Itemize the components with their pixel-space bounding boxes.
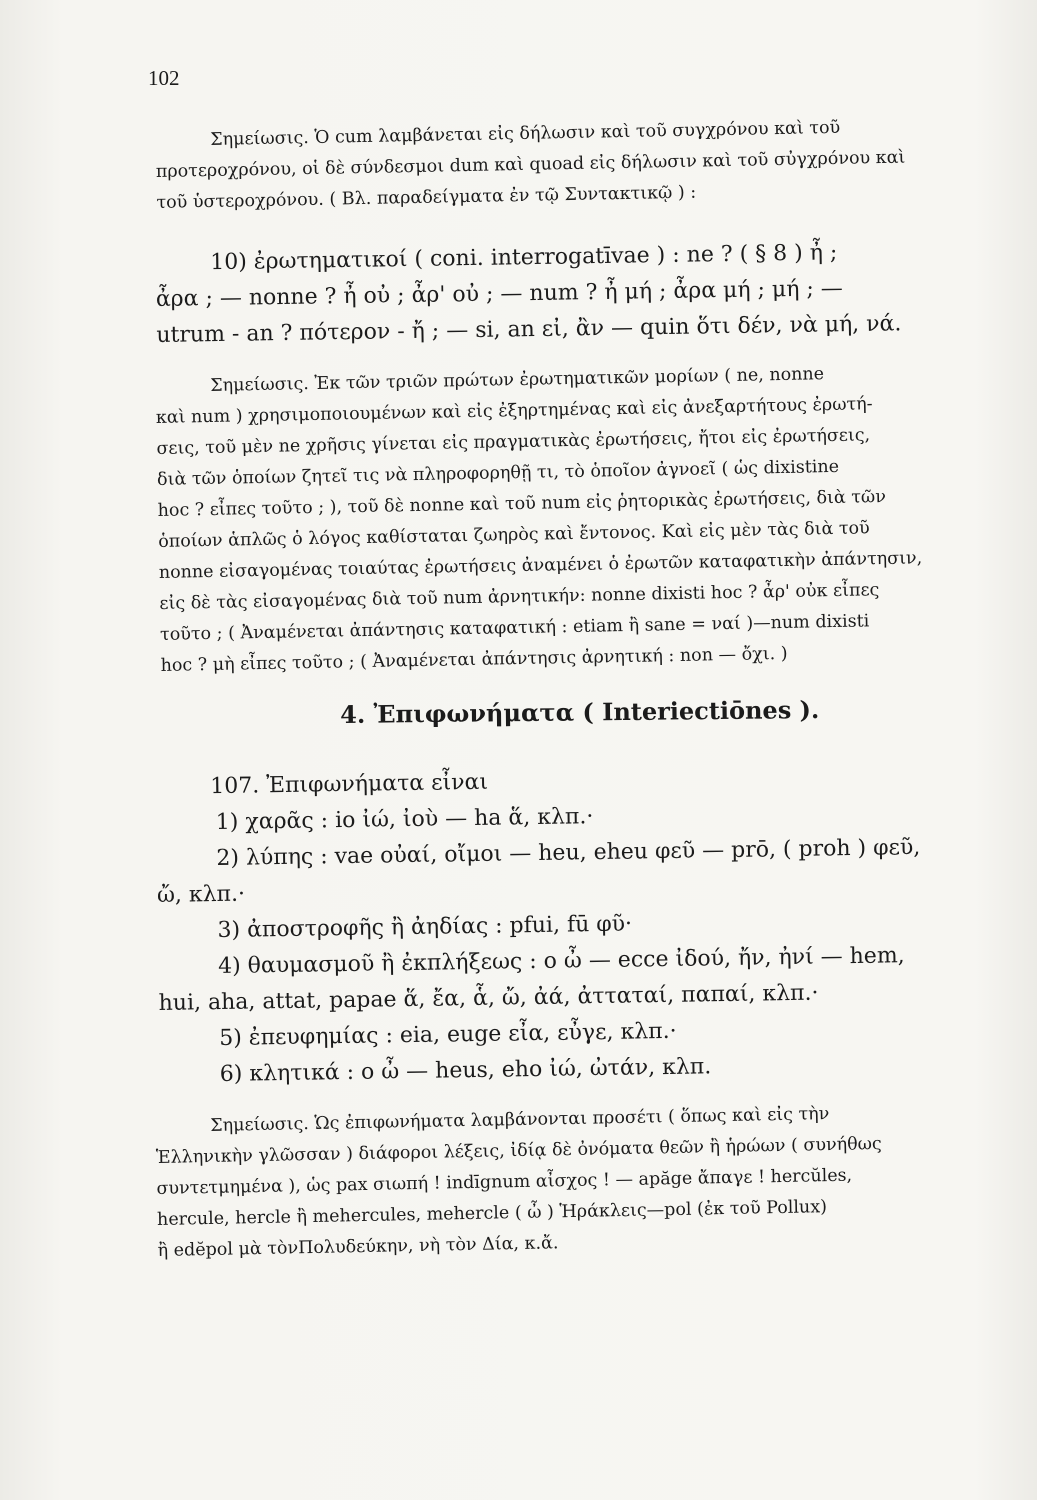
note-line: συντετμημένα ), ὡς pax σιωπή ! indīgnum αἶσχος ! — apăge ἄπαγε ! hercŭles, (156, 1165, 853, 1199)
list-item: 5) ἐπευφημίας : eia, euge εἶα, εὖγε, κλπ.· (219, 1018, 677, 1052)
page-number: 102 (148, 66, 180, 90)
note-line: Ἑλληνικὴν γλῶσσαν ) διάφοροι λέξεις, ἰδίᾳ δὲ ὀνόματα θεῶν ἢ ἡρώων ( συνήθως (155, 1134, 882, 1168)
list-item-continuation: hui, aha, attat, papae ἅ, ἔα, ἇ, ὤ, ἀά, ἀτταταί, παπαί, κλπ.· (158, 980, 819, 1016)
note-line: διὰ τῶν ὁποίων ζητεῖ τις νὰ πληροφορηθῇ τι, τὸ ὁποῖον ἀγνοεῖ ( ὡς dixistine (156, 456, 840, 490)
list-item-continuation: ὤ, κλπ.· (156, 881, 246, 908)
note-line: nonne εἰσαγομένας τοιαύτας ἐρωτήσεις ἀναμένει ὁ ἐρωτῶν καταφατικὴν ἀπάντησιν, (158, 548, 923, 583)
note-line: ὁποίων ἁπλῶς ὁ λόγος καθίσταται ζωηρὸς καὶ ἔντονος. Καὶ εἰς μὲν τὰς διὰ τοῦ (158, 518, 870, 552)
note-line: Σημείωσις. Ὁ cum λαμβάνεται εἰς δήλωσιν καὶ τοῦ συγχρόνου καὶ τοῦ (210, 117, 841, 150)
note-line: εἰς δὲ τὰς εἰσαγομένας διὰ τοῦ num ἀρνητικήν: nonne dixisti hoc ? ἆρ' οὐκ εἶπες (159, 580, 880, 614)
note-interrogative (155, 355, 1021, 681)
note-cum-dum (155, 109, 1017, 218)
note-line: hercule, hercle ἢ mehercules, mehercle ( ὦ ) Ἡράκλεις—pol (ἐκ τοῦ Pollux) (156, 1197, 828, 1230)
note-line: προτεροχρόνου, οἱ δὲ σύνδεσμοι dum καὶ quoad εἰς δήλωσιν καὶ τοῦ σὐγχρόνου καὶ (155, 147, 906, 182)
text-line: 10) ἐρωτηματικοί ( coni. interrogatīvae ) : ne ? ( § 8 ) ἦ ; (210, 240, 838, 276)
note-line: hoc ? εἶπες τοῦτο ; ), τοῦ δὲ nonne καὶ τοῦ num εἰς ῥητορικὰς ἐρωτήσεις, διὰ τῶν (157, 486, 887, 521)
list-item: 6) κλητικά : o ὦ — heus, eho ἰώ, ὠτάν, κλπ. (219, 1054, 712, 1088)
list-item: 4) θαυμασμοῦ ἢ ἐκπλήξεως : o ὦ — ecce ἰδού, ἤν, ἠνί — hem, (217, 943, 905, 980)
paragraph-intro: 107. Ἐπιφωνήματα εἶναι (210, 769, 489, 800)
note-line: καὶ num ) χρησιμοποιουμένων καὶ εἰς ἐξηρτημένας καὶ εἰς ἀνεξαρτήτους ἐρωτή- (155, 394, 873, 428)
note-line: τοῦτο ; ( Ἀναμένεται ἀπάντησις καταφατική : etiam ἢ sane = ναί )—num dixisti (159, 611, 870, 645)
list-item: 1) χαρᾶς : io ἰώ, ἰοὺ — ha ἅ, κλπ.· (215, 804, 594, 836)
section-heading: 4. Ἐπιφωνήματα ( Interiectiōnes ). (340, 694, 820, 729)
note-line: ἢ edĕpol μὰ τὸνΠολυδεύκην, νὴ τὸν Δία, κ.ἄ. (157, 1233, 559, 1261)
note-line: Σημείωσις. Ἐκ τῶν τριῶν πρώτων ἐρωτηματικῶν μορίων ( ne, nonne (210, 364, 825, 396)
list-item: 2) λύπης : vae οὐαί, οἴμοι — heu, eheu φεῦ — prō, ( proh ) φεῦ, (216, 834, 921, 872)
note-line: Σημείωσις. Ὡς ἐπιφωνήματα λαμβάνονται προσέτι ( ὅπως καὶ εἰς τὴν (210, 1104, 830, 1136)
note-line: τοῦ ὑστεροχρόνου. ( Βλ. παραδείγματα ἐν τῷ Συντακτικῷ ) : (156, 182, 697, 213)
note-line: hoc ? μὴ εἶπες τοῦτο ; ( Ἀναμένεται ἀπάντησις ἀρνητική : non — ὄχι. ) (160, 643, 788, 676)
note-interjections (155, 1095, 1018, 1266)
paragraph-107 (155, 756, 1020, 1093)
item-10-interrogative (155, 232, 1017, 353)
list-item: 3) ἀποστροφῆς ἢ ἀηδίας : pfui, fū φῦ· (217, 911, 633, 944)
text-line: utrum - an ? πότερον - ἤ ; — si, an εἰ, ἂν — quin ὅτι δέν, νὰ μή, νά. (156, 311, 902, 348)
text-line: ἆρα ; — nonne ? ἦ οὐ ; ἆρ' οὐ ; — num ? ἦ μή ; ἆρα μή ; μή ; — (155, 276, 844, 312)
note-line: σεις, τοῦ μὲν ne χρῆσις γίνεται εἰς πραγματικὰς ἐρωτήσεις, ἤτοι εἰς ἐρωτήσεις, (156, 425, 871, 459)
